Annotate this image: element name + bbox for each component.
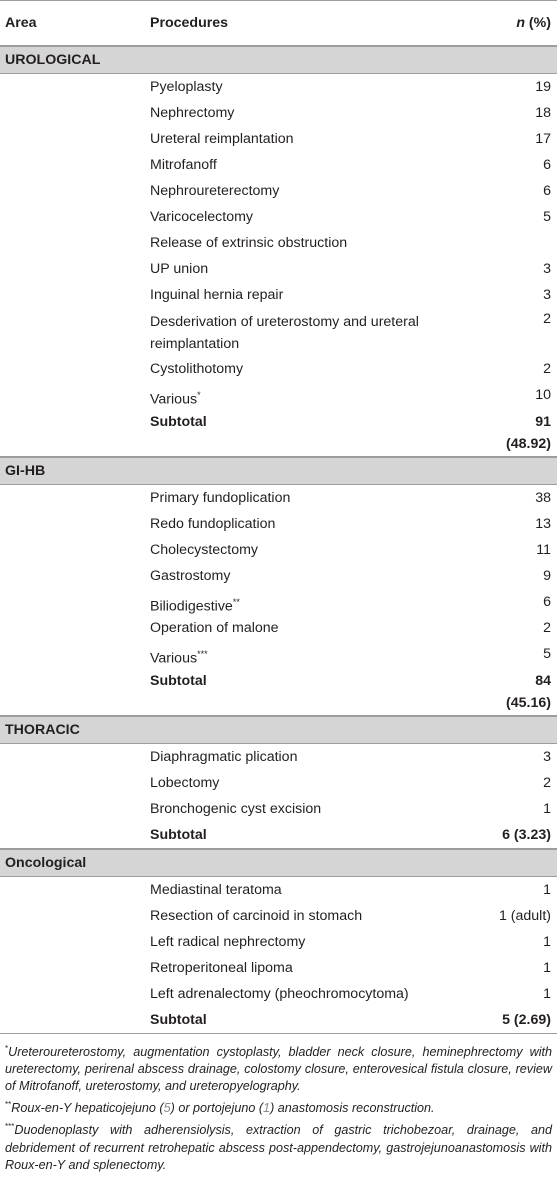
table-row <box>0 74 557 100</box>
section-header <box>0 46 557 74</box>
table-row <box>0 615 557 641</box>
table-row <box>0 152 557 178</box>
procedure-count: 2 <box>543 361 551 377</box>
table-row <box>0 485 557 511</box>
procedure-count: 6 <box>543 594 551 610</box>
procedure-text: Nephrectomy <box>150 105 235 121</box>
procedure-name <box>150 126 294 152</box>
header-procedures: Procedures <box>150 15 229 31</box>
subtotal-row <box>0 667 557 716</box>
procedure-count: 1 <box>543 960 551 976</box>
procedure-text: Left radical nephrectomy <box>150 934 306 950</box>
procedure-count: 18 <box>535 105 551 121</box>
table-row <box>0 256 557 282</box>
procedure-text: Lobectomy <box>150 775 220 791</box>
subtotal-row <box>0 408 557 457</box>
footnote-3-text: Duodenoplasty with adherensiolysis, extraction of gastric trichobezoar, drainage, and debridement of recurrent retrohepatic abscess post-appendectomy, gastrojejunoanastomosis with Roux-en-Y and splenectomy. <box>5 1123 552 1172</box>
section-title: GI-HB <box>5 463 46 479</box>
procedure-text: UP union <box>150 261 209 277</box>
procedure-count: 3 <box>543 261 551 277</box>
procedure-count: 11 <box>536 542 551 558</box>
procedure-name <box>150 485 290 511</box>
procedure-text: Various <box>150 391 198 408</box>
header-n-rest: (%) <box>524 15 551 31</box>
table-row <box>0 589 557 615</box>
footnote-3-mark: *** <box>5 1122 15 1132</box>
subtotal-label: Subtotal <box>150 414 207 430</box>
procedure-count: 2 <box>543 311 551 327</box>
procedure-name <box>150 615 279 641</box>
procedure-count: 5 <box>543 209 551 225</box>
procedure-text: Biliodigestive <box>150 598 233 615</box>
table-row <box>0 796 557 822</box>
procedure-count: 10 <box>535 387 551 403</box>
table-row <box>0 981 557 1007</box>
subtotal-value: 91 (48.92) <box>506 414 551 452</box>
subtotal-value: 6 (3.23) <box>502 827 551 843</box>
procedure-text: Mitrofanoff <box>150 157 217 173</box>
procedure-text: Operation of malone <box>150 620 279 636</box>
procedure-name <box>150 356 243 382</box>
procedure-text: Diaphragmatic plication <box>150 749 298 765</box>
table-row <box>0 877 557 903</box>
header-n <box>516 15 551 31</box>
procedure-name <box>150 903 362 929</box>
procedure-count: 17 <box>535 131 551 147</box>
footnote-2-mark: ** <box>5 1100 12 1110</box>
subtotal-label: Subtotal <box>150 1012 207 1028</box>
table-row <box>0 204 557 230</box>
footnote-marker: ** <box>232 597 240 607</box>
table-row <box>0 903 557 929</box>
procedure-count: 3 <box>543 287 551 303</box>
footnote-1-text: Ureteroureterostomy, augmentation cystoplasty, bladder neck closure, heminephrectomy with ureterectomy, perirenal abscess drainage, colostomy closure, enterovesical fistula closure, review of Mitrofanoff, ureterostomy, and ureteropyelography. <box>5 1045 552 1094</box>
procedure-text: Pyeloplasty <box>150 79 223 95</box>
footnote-2-text-c: ) anastomosis reconstruction. <box>270 1101 435 1116</box>
procedure-count: 38 <box>535 490 551 506</box>
procedure-name <box>150 877 282 903</box>
procedure-name <box>150 981 409 1007</box>
section-header <box>0 849 557 877</box>
table-row <box>0 641 557 667</box>
table-header <box>0 0 557 46</box>
procedure-text: Desderivation of ureterostomy and ureteral reimplantation <box>150 314 419 352</box>
procedure-count: 2 <box>543 620 551 636</box>
procedure-name <box>150 770 219 796</box>
table-row <box>0 382 557 408</box>
table-row <box>0 511 557 537</box>
table-row <box>0 126 557 152</box>
procedure-count: 9 <box>543 568 551 584</box>
subtotal-label: Subtotal <box>150 673 207 689</box>
procedure-name <box>150 744 297 770</box>
procedure-count: 6 <box>543 157 551 173</box>
section-title: Oncological <box>5 855 87 871</box>
procedure-name <box>150 178 279 204</box>
table-row <box>0 563 557 589</box>
procedure-name <box>150 511 275 537</box>
procedure-text: Cystolithotomy <box>150 361 244 377</box>
subtotal-label: Subtotal <box>150 827 207 843</box>
footnote-marker: * <box>197 390 201 400</box>
procedure-count: 3 <box>543 749 551 765</box>
procedure-count: 1 <box>543 801 551 817</box>
procedure-name <box>150 100 234 126</box>
procedure-name <box>150 311 450 355</box>
procedure-text: Release of extrinsic obstruction <box>150 235 348 251</box>
procedure-name <box>150 537 258 563</box>
header-n-italic: n <box>516 15 525 31</box>
procedure-count: 6 <box>543 183 551 199</box>
procedure-name <box>150 230 347 256</box>
procedure-text: Bronchogenic cyst excision <box>150 801 322 817</box>
procedure-name <box>150 929 305 955</box>
table-row <box>0 537 557 563</box>
table-row <box>0 955 557 981</box>
procedure-name <box>150 955 293 981</box>
procedure-name <box>150 152 217 178</box>
table-row <box>0 178 557 204</box>
procedure-name <box>150 204 253 230</box>
footnote-marker: *** <box>197 649 208 659</box>
footnote-2-ref-2[interactable]: 1 <box>263 1101 271 1116</box>
section-title: UROLOGICAL <box>5 52 101 68</box>
section-title: THORACIC <box>5 722 80 738</box>
footnote-1-mark: * <box>5 1044 9 1053</box>
procedure-name <box>150 796 321 822</box>
table-row <box>0 308 557 356</box>
table-row <box>0 356 557 382</box>
procedure-text: Primary fundoplication <box>150 490 291 506</box>
table-row <box>0 929 557 955</box>
procedure-text: Cholecystectomy <box>150 542 259 558</box>
procedure-count: 19 <box>535 79 551 95</box>
subtotal-value: 5 (2.69) <box>502 1012 551 1028</box>
procedure-count: 1 (adult) <box>498 908 551 924</box>
procedure-count: 2 <box>543 775 551 791</box>
footnote-2-text-b: ) or portojejuno ( <box>170 1101 264 1116</box>
footnote-2-text-a: Roux-en-Y hepaticojejuno ( <box>11 1101 164 1116</box>
footnote-2-ref-1[interactable]: 5 <box>163 1101 171 1116</box>
procedure-text: Gastrostomy <box>150 568 231 584</box>
table-row <box>0 282 557 308</box>
procedure-count: 1 <box>543 882 551 898</box>
table-row <box>0 230 557 256</box>
table-row <box>0 770 557 796</box>
table-body <box>0 46 557 1034</box>
procedure-text: Resection of carcinoid in stomach <box>150 908 363 924</box>
footnote-3 <box>5 1118 552 1173</box>
header-area: Area <box>5 15 37 31</box>
table-row <box>0 744 557 770</box>
procedure-name <box>150 282 283 308</box>
procedure-name <box>150 74 223 100</box>
procedure-text: Varicocelectomy <box>150 209 254 225</box>
procedure-text: Inguinal hernia repair <box>150 287 284 303</box>
procedure-text: Redo fundoplication <box>150 516 276 532</box>
table-row <box>0 100 557 126</box>
footnotes <box>0 1034 557 1174</box>
footnote-1 <box>5 1040 552 1095</box>
procedure-text: Retroperitoneal lipoma <box>150 960 293 976</box>
procedure-count: 13 <box>535 516 551 532</box>
footnote-2 <box>5 1096 552 1117</box>
procedure-name <box>150 256 208 282</box>
procedure-text: Left adrenalectomy (pheochromocytoma) <box>150 986 409 1002</box>
section-header <box>0 716 557 744</box>
procedure-text: Nephroureterectomy <box>150 183 280 199</box>
procedure-count: 1 <box>543 986 551 1002</box>
subtotal-value: 84 (45.16) <box>506 673 551 711</box>
subtotal-row <box>0 822 557 849</box>
procedure-text: Mediastinal teratoma <box>150 882 282 898</box>
procedure-count: 5 <box>543 646 551 662</box>
procedure-name <box>150 563 230 589</box>
procedure-count: 1 <box>543 934 551 950</box>
procedure-text: Ureteral reimplantation <box>150 131 294 147</box>
subtotal-row <box>0 1007 557 1034</box>
procedure-text: Various <box>150 650 198 667</box>
section-header <box>0 457 557 485</box>
